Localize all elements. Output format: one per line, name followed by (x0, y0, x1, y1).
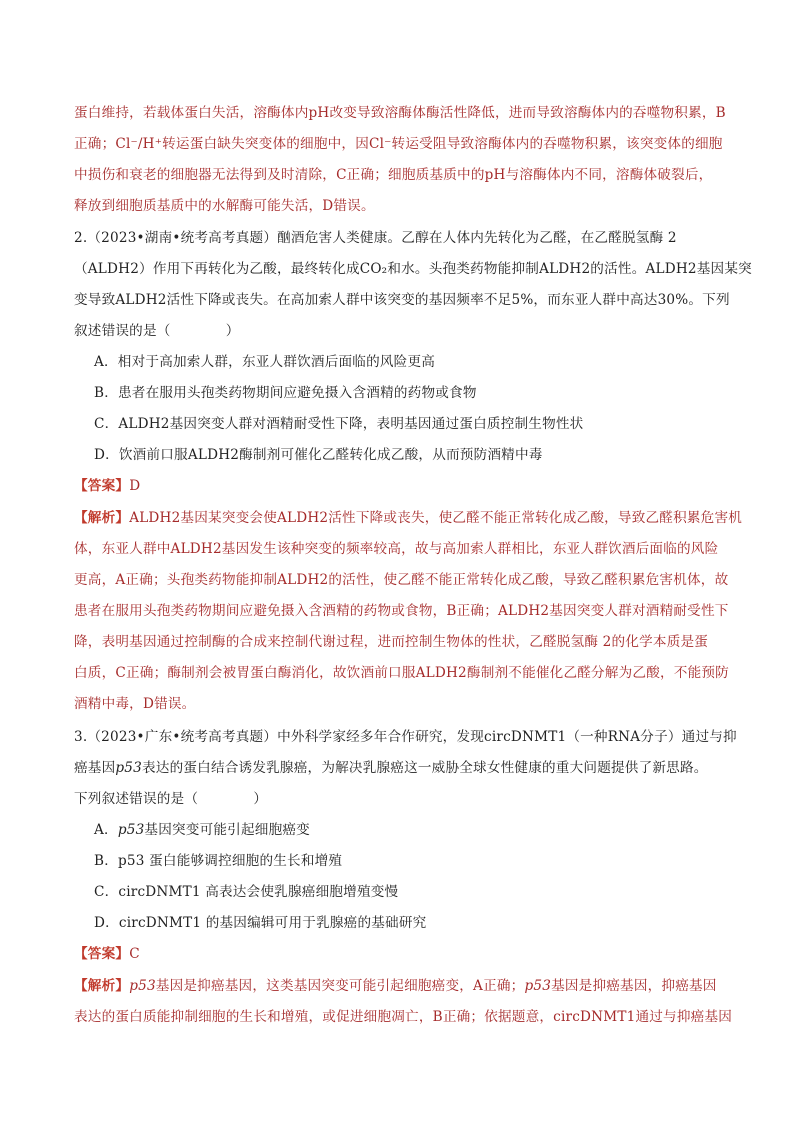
gene-name: p53 (117, 822, 145, 838)
q3-option-c: C．circDNMT1 高表达会使乳腺癌细胞增殖变慢 (94, 884, 399, 900)
q3-stem-line-2 (74, 758, 734, 778)
q2-stem-line-3: 变导致ALDH2活性下降或丧失。在高加索人群中该突变的基因频率不足5%，而东亚人群中高达30%。下列 (74, 292, 730, 308)
q3-answer (74, 944, 734, 964)
option-text: 基因突变可能引起细胞癌变 (144, 822, 310, 838)
prev-analysis-line-4: 释放到细胞质基质中的水解酶可能失活，D错误。 (74, 198, 375, 214)
analysis-text: 基因是抑癌基因，这类基因突变可能引起细胞癌变，A正确； (155, 978, 525, 994)
analysis-tag: 【解析】 (74, 510, 130, 526)
q3-analysis-line-1 (74, 976, 734, 996)
analysis-tag: 【解析】 (74, 978, 130, 994)
option-letter: A． (94, 822, 118, 838)
answer-value: C (129, 946, 140, 962)
text-span: 癌基因 (74, 760, 116, 776)
q3-option-b: B．p53 蛋白能够调控细胞的生长和增殖 (94, 853, 343, 869)
answer-tag: 【答案】 (74, 946, 130, 962)
gene-name: p53 (129, 978, 156, 994)
q3-stem-line-1: 3.（2023•广东•统考高考真题）中外科学家经多年合作研究，发现circDNMT1（一种RNA分子）通过与抑 (74, 729, 737, 745)
q3-option-a (94, 820, 754, 840)
q2-analysis-line-5: 降，表明基因通过控制酶的合成来控制代谢过程，进而控制生物体的性状，乙醛脱氢酶 2的化学本质是蛋 (74, 634, 709, 650)
text-span: 表达的蛋白结合诱发乳腺癌，为解决乳腺癌这一威胁全球女性健康的重大问题提供了新思路。 (142, 760, 708, 776)
q3-analysis-line-2: 表达的蛋白质能抑制细胞的生长和增殖，或促进细胞凋亡，B正确；依据题意，circDNMT1通过与抑癌基因 (74, 1009, 733, 1025)
prev-analysis-line-3: 中损伤和衰老的细胞器无法得到及时清除，C正确；细胞质基质中的pH与溶酶体内不同，溶酶体破裂后， (74, 167, 713, 183)
answer-tag: 【答案】 (74, 478, 130, 494)
q2-option-c: C．ALDH2基因突变人群对酒精耐受性下降，表明基因通过蛋白质控制生物性状 (94, 416, 584, 432)
gene-name: p53 (524, 978, 552, 994)
q2-analysis-line-6: 白质，C正确；酶制剂会被胃蛋白酶消化，故饮酒前口服ALDH2酶制剂不能催化乙醛分解为乙酸，不能预防 (74, 665, 729, 681)
gene-name: p53 (115, 760, 142, 776)
q2-option-b: B．患者在服用头孢类药物期间应避免摄入含酒精的药物或食物 (94, 385, 477, 401)
q2-option-a: A．相对于高加索人群，东亚人群饮酒后面临的风险更高 (94, 354, 436, 370)
q3-option-d: D．circDNMT1 的基因编辑可用于乳腺癌的基础研究 (94, 915, 427, 931)
analysis-text: ALDH2基因某突变会使ALDH2活性下降或丧失，使乙醛不能正常转化成乙酸，导致乙醛积累危害机 (129, 510, 743, 526)
q2-analysis-line-4: 患者在服用头孢类药物期间应避免摄入含酒精的药物或食物，B正确；ALDH2基因突变人群对酒精耐受性下 (74, 603, 729, 619)
prev-analysis-line-1: 蛋白维持，若载体蛋白失活，溶酶体内pH改变导致溶酶体酶活性降低，进而导致溶酶体内的吞噬物积累，B (74, 105, 726, 121)
q2-analysis-line-1 (74, 508, 743, 528)
q2-answer (74, 476, 734, 496)
q2-stem-line-4: 叙述错误的是（ ） (74, 323, 240, 339)
q3-stem-line-3: 下列叙述错误的是（ ） (74, 791, 268, 807)
q2-option-d: D．饮酒前口服ALDH2酶制剂可催化乙醛转化成乙酸，从而预防酒精中毒 (94, 447, 543, 463)
q2-analysis-line-2: 体，东亚人群中ALDH2基因发生该种突变的频率较高，故与高加索人群相比，东亚人群饮酒后面临的风险 (74, 541, 719, 557)
answer-value: D (129, 478, 141, 494)
q2-stem-line-1: 2.（2023•湖南•统考高考真题）酗酒危害人类健康。乙醇在人体内先转化为乙醛，在乙醛脱氢酶 2 (74, 230, 677, 246)
analysis-text: 基因是抑癌基因，抑癌基因 (551, 978, 717, 994)
q2-analysis-line-3: 更高，A正确；头孢类药物能抑制ALDH2的活性，使乙醛不能正常转化成乙酸，导致乙醛积累危害机体，故 (74, 572, 729, 588)
prev-analysis-line-2: 正确；Cl⁻/H⁺转运蛋白缺失突变体的细胞中，因Cl⁻转运受阻导致溶酶体内的吞噬物积累，该突变体的细胞 (74, 136, 723, 152)
q2-stem-line-2: （ALDH2）作用下再转化为乙酸，最终转化成CO₂和水。头孢类药物能抑制ALDH2的活性。ALDH2基因某突 (74, 261, 752, 277)
q2-analysis-line-7: 酒精中毒，D错误。 (74, 696, 196, 712)
